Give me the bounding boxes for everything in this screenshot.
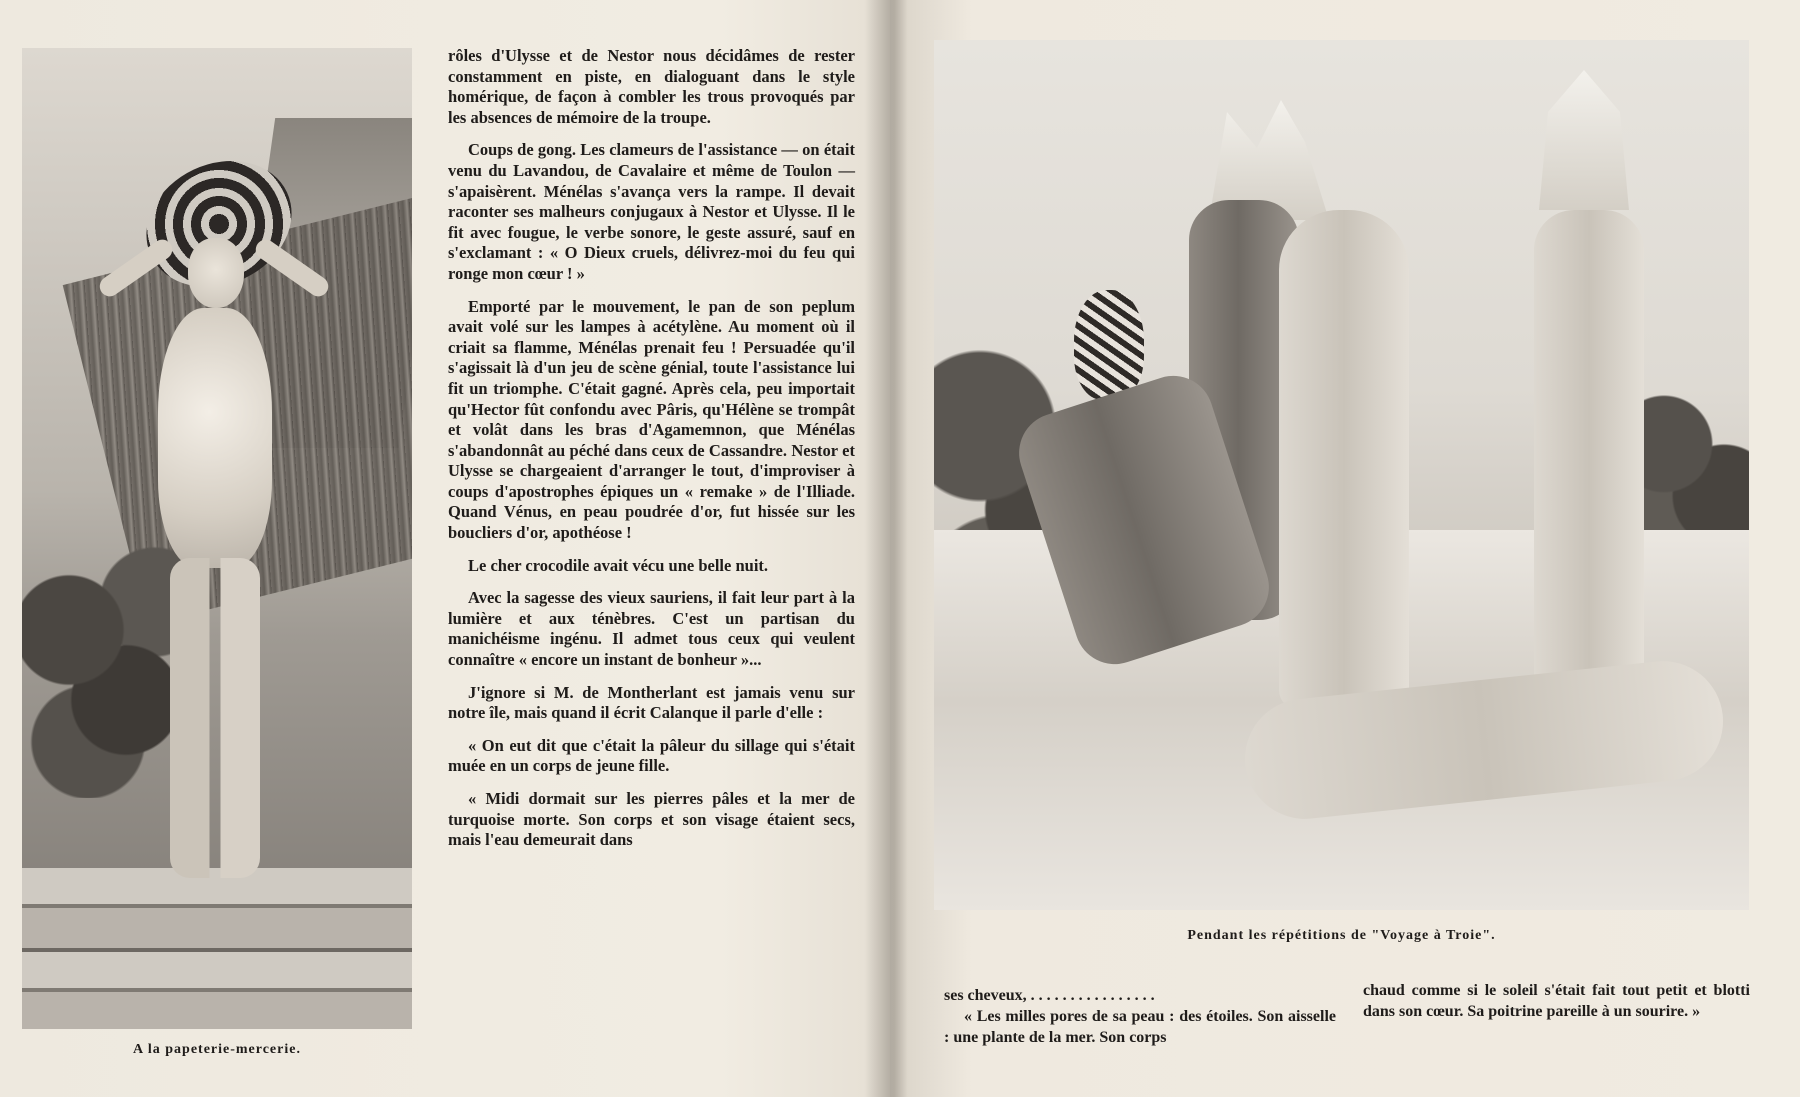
paragraph: « Midi dormait sur les pierres pâles et la mer de turquoise morte. Son corps et son visage étaient secs, mais l'eau demeurait dans xyxy=(448,789,855,850)
paragraph: Emporté par le mouvement, le pan de son peplum avait volé sur les lampes à acétylène. Au moment où il criait sa flamme, Ménélas prenait feu ! Persuadée qu'il s'agissait là d'un jeu de scène génial, toute l'assistance lui fit un triomphe. C'était gagné. Après cela, peu importait qu'Hector fût confondu avec Pâris, qu'Hélène se trompât et volât dans les bras d'Agamemnon, que Ménélas s'abandonnât au péché dans ceux de Cassandre. Nestor et Ulysse se chargeaient d'arranger le tout, d'improviser à coups d'apostrophes épiques un « remake » de l'Illiade. Quand Vénus, en peau poudrée d'or, fut hissée sur les boucliers d'or, apothéose ! xyxy=(448,296,855,543)
photo-caption-right: Pendant les répétitions de "Voyage à Troie". xyxy=(1187,928,1496,943)
mask xyxy=(1074,290,1144,400)
paragraph: Coups de gong. Les clameurs de l'assistance — on était venu du Lavandou, de Cavalaire et même de Toulon — s'apaisèrent. Ménélas s'avança vers la rampe. Il devait raconter ses malheurs conjugaux à Nestor et Ulysse. Il le fit avec fougue, le verbe sonore, le geste assuré, sauf en s'exclamant : « O Dieux cruels, délivrez-moi du feu qui ronge mon cœur ! » xyxy=(448,140,855,283)
paragraph: Avec la sagesse des vieux sauriens, il fait leur part à la lumière et aux ténèbres. C'est un partisan du manichéisme ingénu. Il admet tous ceux qui veulent connaître « encore un instant de bonheur »... xyxy=(448,588,855,670)
text-column-right-1 xyxy=(944,985,1336,1048)
photo-stationery-shop xyxy=(22,48,412,1029)
paragraph: chaud comme si le soleil s'était fait tout petit et blotti dans son cœur. Sa poitrine pareille à un sourire. » xyxy=(1363,982,1750,1020)
gutter-shadow-left xyxy=(865,0,890,1097)
photo-caption-left: A la papeterie-mercerie. xyxy=(133,1042,301,1057)
photo-rehearsal xyxy=(934,40,1749,910)
paragraph: Le cher crocodile avait vécu une belle nuit. xyxy=(468,555,769,575)
paragraph: ses cheveux, . . . . . . . . . . . . . . . . xyxy=(944,987,1155,1004)
paragraph: rôles d'Ulysse et de Nestor nous décidâmes de rester constamment en piste, en dialoguant dans le style homérique, de façon à combler les trous provoqués par les absences de mémoire de la troupe. xyxy=(448,46,855,127)
paragraph: « On eut dit que c'était la pâleur du sillage qui s'était muée en un corps de jeune fille. xyxy=(448,735,855,776)
paragraph: J'ignore si M. de Montherlant est jamais venu sur notre île, mais quand il écrit Calanque il parle d'elle : xyxy=(448,682,855,723)
text-column-right-2 xyxy=(1363,980,1750,1022)
photo-figure xyxy=(1279,210,1409,710)
photo-figure xyxy=(1534,210,1644,730)
gutter-shadow-right xyxy=(890,0,908,1097)
text-column-left xyxy=(448,46,855,863)
photo-figure xyxy=(140,198,290,898)
paragraph: « Les milles pores de sa peau : des étoiles. Son aisselle : une plante de la mer. Son corps xyxy=(944,1008,1336,1046)
